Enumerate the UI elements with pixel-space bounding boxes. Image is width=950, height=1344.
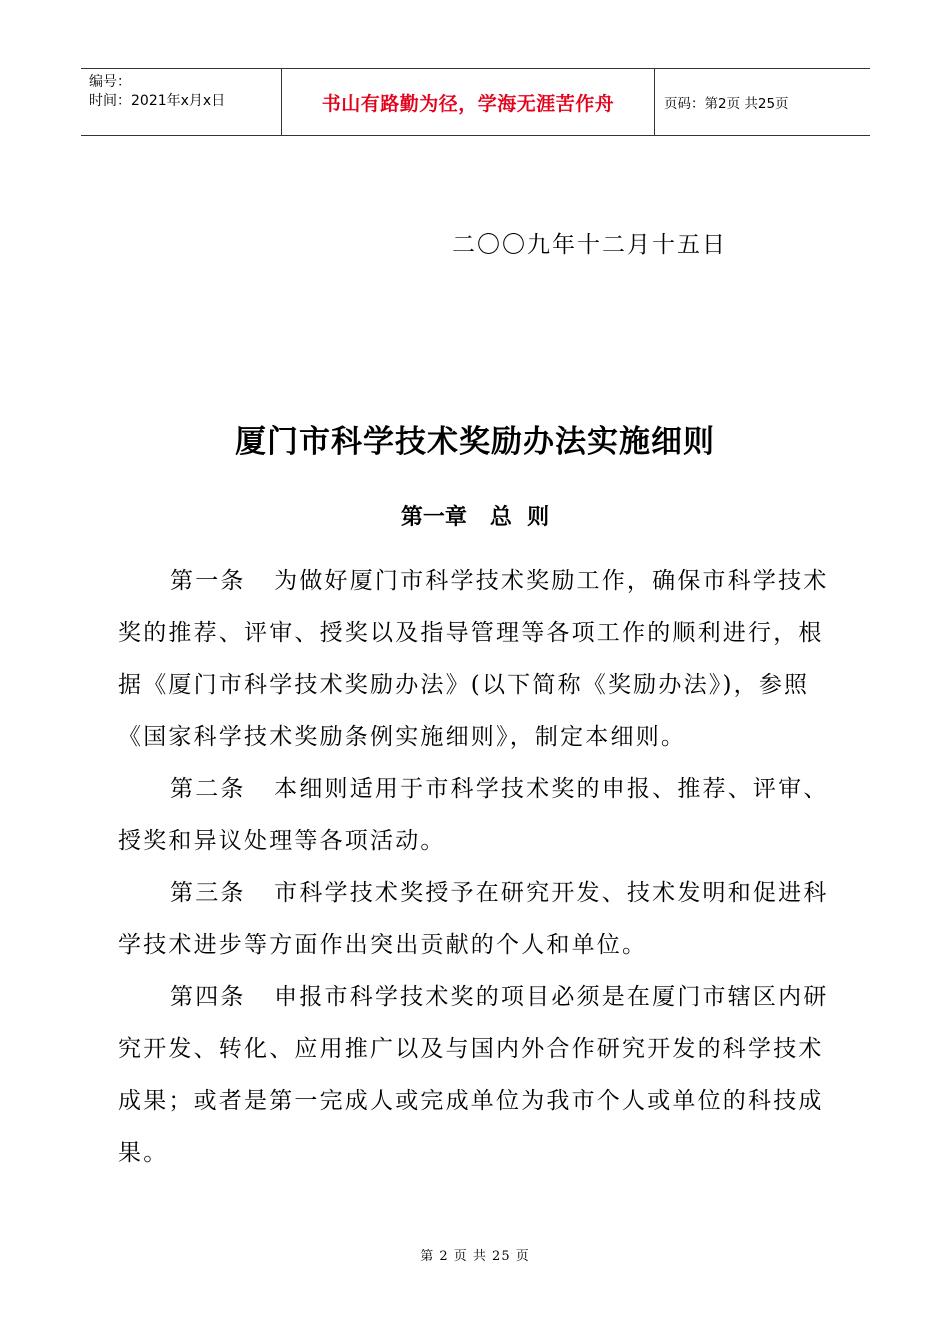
page-footer: 第 2 页 共 25 页	[420, 1249, 530, 1264]
document-body	[118, 555, 833, 1179]
article-2: 第二条 本细则适用于市科学技术奖的申报、推荐、评审、授奖和异议处理等各项活动。	[118, 776, 829, 854]
chapter-heading: 第一章 总 则	[400, 505, 550, 530]
article-4: 第四条 申报市科学技术奖的项目必须是在厦门市辖区内研究开发、转化、应用推广以及与国内外合作研究开发的科学技术成果；或者是第一完成人或完成单位为我市个人或单位的科技成果。	[118, 984, 829, 1166]
page-info-cell	[655, 69, 870, 135]
document-date: 二〇〇九年十二月十五日	[452, 232, 727, 258]
page-header	[81, 68, 870, 136]
article-3: 第三条 市科学技术奖授予在研究开发、技术发明和促进科学技术进步等方面作出突出贡献的个人和单位。	[118, 880, 829, 958]
motto-cell	[282, 69, 655, 135]
page-info: 页码：第2页 共25页	[664, 96, 789, 112]
number-label: 编号：	[89, 74, 131, 90]
article-1: 第一条 为做好厦门市科学技术奖励工作，确保市科学技术奖的推荐、评审、授奖以及指导管理等各项工作的顺利进行，根据《厦门市科学技术奖励办法》(以下简称《奖励办法》)，参照《国家科学技术奖励条例实施细则》，制定本细则。	[118, 568, 829, 750]
header-meta-cell	[81, 69, 282, 135]
document-title: 厦门市科学技术奖励办法实施细则	[235, 424, 715, 460]
motto-text: 书山有路勤为径，学海无涯苦作舟	[321, 92, 615, 115]
time-label: 时间：2021年x月x日	[89, 93, 226, 109]
